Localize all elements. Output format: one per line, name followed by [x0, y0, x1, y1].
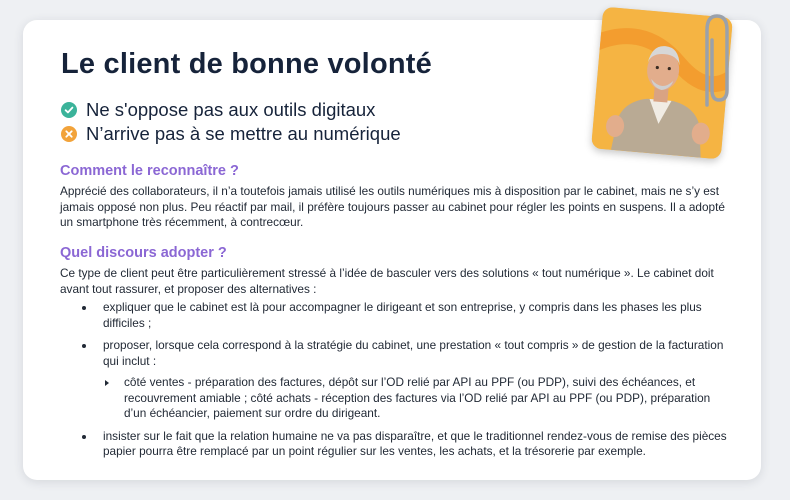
- bullet-dot: [82, 344, 86, 348]
- paperclip-icon: [695, 10, 735, 115]
- list-item-text: expliquer que le cabinet est là pour accompagner le dirigeant et son entreprise, y compris dans les phases les plus difficiles ;: [103, 300, 702, 330]
- list-item-text: insister sur le fait que la relation humaine ne va pas disparaître, et que le traditionnel rendez-vous de remise des pièces papier pourra être remplacé par un point régulier sur les ventes, les achats, et la trésorerie par exemple.: [103, 428, 727, 458]
- bullet-dot: [82, 435, 86, 439]
- x-circle-icon: [61, 126, 77, 142]
- bullet-dot: [82, 306, 86, 310]
- advice-list: [60, 300, 727, 467]
- trait-negative: [61, 123, 401, 145]
- section-heading-recognize: Comment le reconnaître ?: [60, 163, 239, 179]
- trait-positive: [61, 99, 375, 121]
- section-heading-discourse: Quel discours adopter ?: [60, 245, 227, 261]
- sub-list: [103, 375, 727, 422]
- check-circle-icon: [61, 102, 77, 118]
- trait-negative-text: N’arrive pas à se mettre au numérique: [86, 123, 401, 144]
- list-item: [60, 300, 727, 331]
- list-item: [60, 338, 727, 422]
- triangle-bullet-icon: [105, 380, 109, 386]
- trait-positive-text: Ne s'oppose pas aux outils digitaux: [86, 99, 376, 120]
- sub-list-item-text: côté ventes - préparation des factures, dépôt sur l’OD relié par API au PPF (ou PDP), suivi des échéances, et recouvrement amiable ; côté achats - réception des factures via l’OD relié par API au PPF (ou PDP), préparation d’un échéancier, paiement sur ordre du dirigeant.: [124, 375, 711, 420]
- section-intro-discourse: Ce type de client peut être particulièrement stressé à l’idée de basculer vers des solutions « tout numérique ». Le cabinet doit avant tout rassurer, et proposer des alternatives :: [60, 266, 714, 296]
- list-item: [60, 429, 727, 460]
- list-item-text: proposer, lorsque cela correspond à la stratégie du cabinet, une prestation « tout compris » de gestion de la facturation qui inclut :: [103, 338, 724, 368]
- section-body-recognize: Apprécié des collaborateurs, il n’a toutefois jamais utilisé les outils numériques mis à disposition par le cabinet, mais ne s’y est jamais opposé non plus. Peu réactif par mail, il préfère toujours passer au cabinet pour régler les points en suspens. Il a adopté un smartphone très récemment, à contrecœur.: [60, 184, 725, 229]
- page-title: Le client de bonne volonté: [61, 48, 432, 80]
- sub-list-item: [103, 375, 727, 422]
